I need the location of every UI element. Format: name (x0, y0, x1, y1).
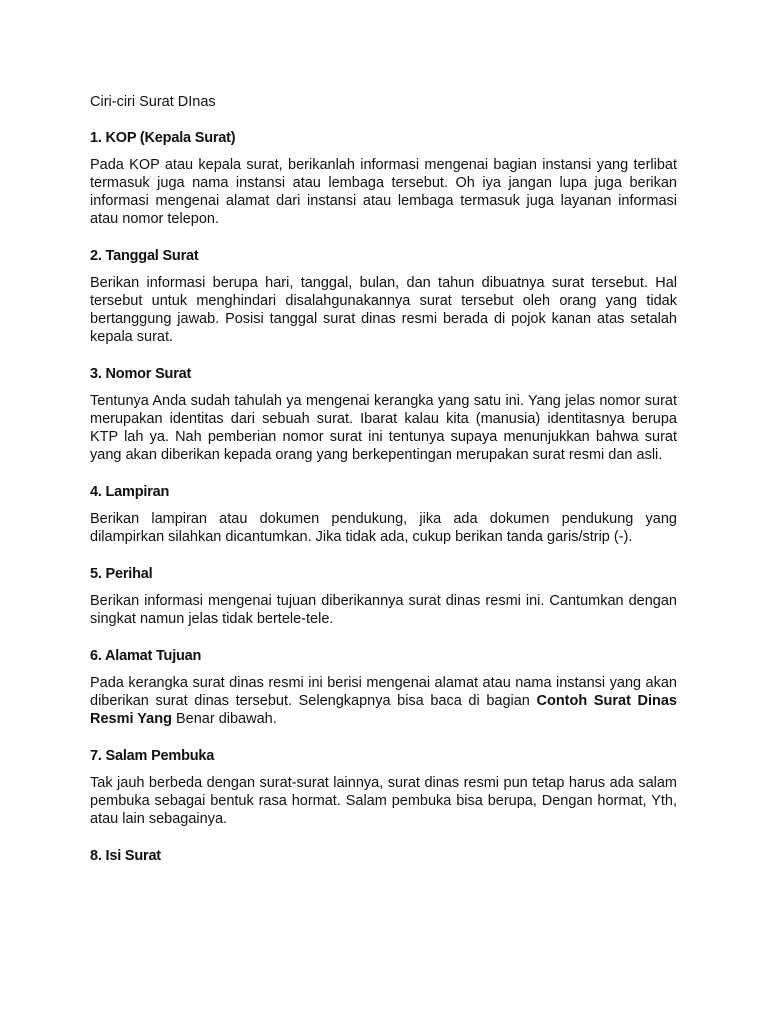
section-lampiran (90, 482, 677, 546)
section-body: Berikan lampiran atau dokumen pendukung, jika ada dokumen pendukung yang dilampirkan silahkan dicantumkan. Jika tidak ada, cukup berikan tanda garis/strip (-). (90, 511, 677, 545)
section-body: Berikan informasi berupa hari, tanggal, bulan, dan tahun dibuatnya surat tersebut. Hal tersebut untuk menghindari disalahgunakannya surat tersebut oleh orang yang tidak bertanggung jawab. Posisi tanggal surat dinas resmi berada di pojok kanan atas setalah kepala surat. (90, 275, 677, 345)
section-body: Tak jauh berbeda dengan surat-surat lainnya, surat dinas resmi pun tetap harus ada salam pembuka sebagai bentuk rasa hormat. Salam pembuka bisa berupa, Dengan hormat, Yth, atau lain sebagainya. (90, 775, 677, 827)
section-body: Berikan informasi mengenai tujuan diberikannya surat dinas resmi ini. Cantumkan dengan singkat namun jelas tidak bertele-tele. (90, 593, 677, 627)
section-heading: 3. Nomor Surat (90, 366, 192, 382)
section-body (90, 674, 677, 728)
section-heading: 7. Salam Pembuka (90, 748, 215, 764)
section-salam-pembuka (90, 746, 677, 828)
section-heading: 5. Perihal (90, 566, 153, 582)
section-heading: 8. Isi Surat (90, 848, 161, 864)
document-page (90, 92, 677, 874)
section-body: Tentunya Anda sudah tahulah ya mengenai kerangka yang satu ini. Yang jelas nomor surat merupakan identitas dari sebuah surat. Ibarat kalau kita (manusia) identitasnya berupa KTP lah ya. Nah pemberian nomor surat ini tentunya supaya menunjukkan bahwa surat yang akan diberikan kepada orang yang berkepentingan merupakan surat resmi dan asli. (90, 393, 677, 463)
section-body: Pada KOP atau kepala surat, berikanlah informasi mengenai bagian instansi yang terlibat termasuk juga nama instansi atau lembaga tersebut. Oh iya jangan lupa juga berikan informasi mengenai alamat dari instansi atau lembaga termasuk juga layanan informasi atau nomor telepon. (90, 157, 677, 227)
section-alamat-tujuan (90, 646, 677, 728)
document-title: Ciri-ciri Surat DInas (90, 94, 216, 110)
section-heading: 1. KOP (Kepala Surat) (90, 130, 236, 146)
section-isi-surat (90, 846, 677, 866)
section-heading: 6. Alamat Tujuan (90, 648, 202, 664)
bold-reference-text: Contoh Surat Dinas Resmi Yang (90, 693, 677, 727)
section-heading: 4. Lampiran (90, 484, 170, 500)
section-perihal (90, 564, 677, 628)
body-text: Pada kerangka surat dinas resmi ini berisi mengenai alamat atau nama instansi yang akan diberikan surat dinas tersebut. Selengkapnya bisa baca di bagian (90, 675, 677, 709)
section-nomor-surat (90, 364, 677, 464)
section-kop (90, 128, 677, 228)
section-tanggal-surat (90, 246, 677, 346)
body-text: Benar dibawah. (171, 711, 277, 727)
section-heading: 2. Tanggal Surat (90, 248, 199, 264)
